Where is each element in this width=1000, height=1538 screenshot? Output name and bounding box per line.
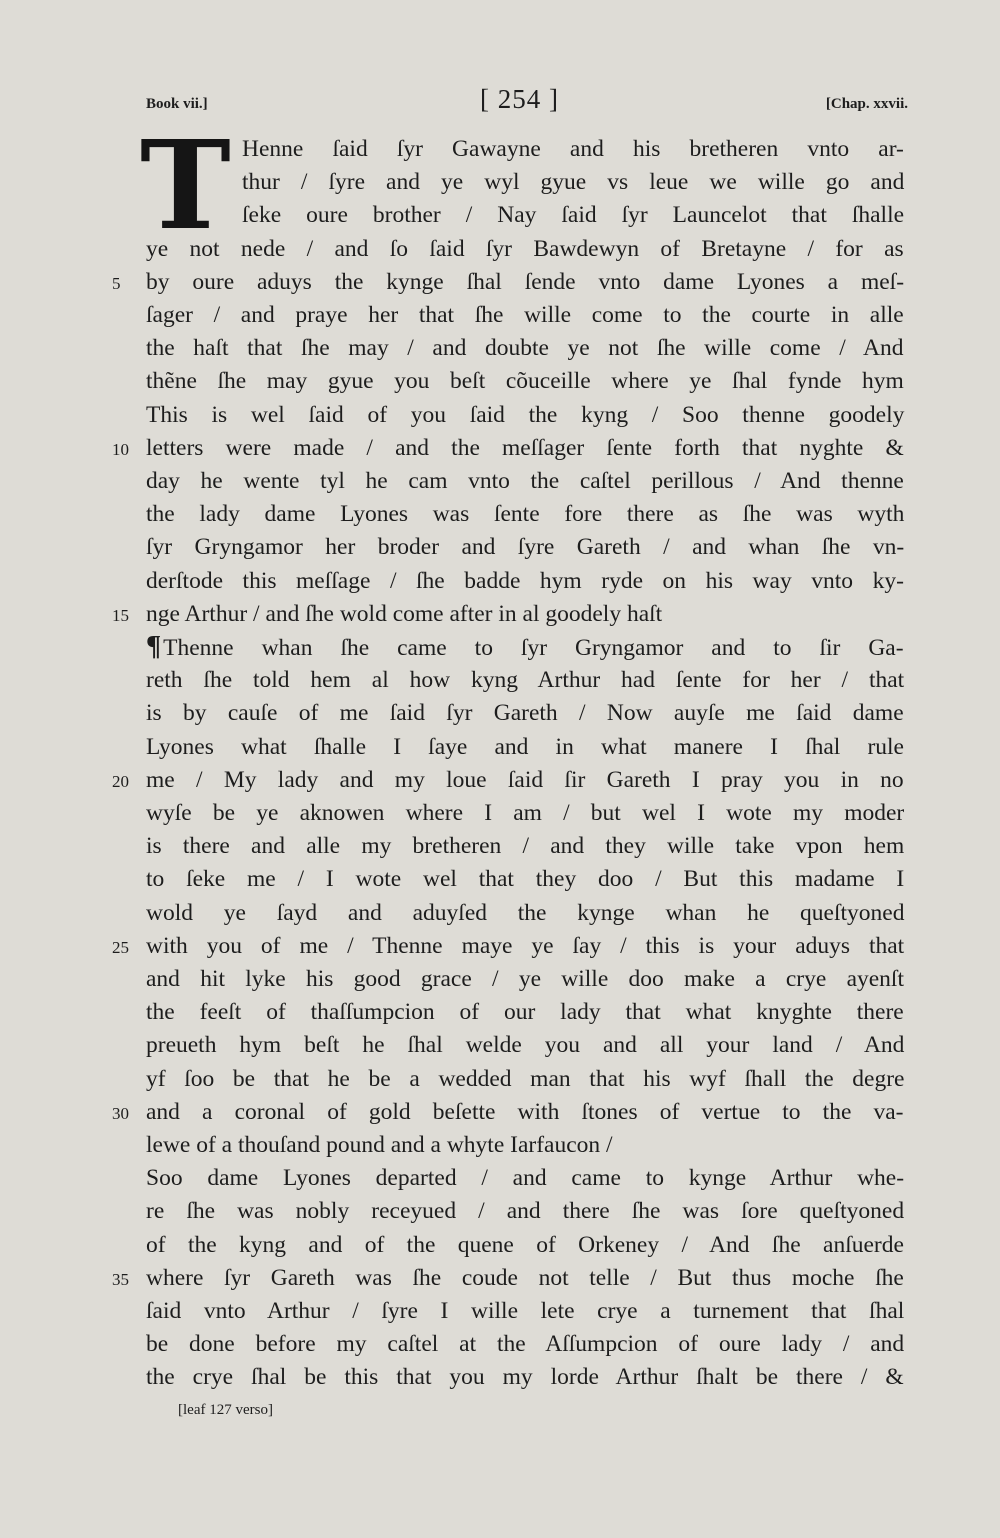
- text-line: [146, 665, 904, 695]
- chapter-label: [Chap. xxvii.: [825, 96, 908, 112]
- text-line: [146, 632, 904, 662]
- line-text: thẽne ſhe may gyue you beſt cõuceille where ye ſhal fynde hym: [146, 368, 904, 395]
- line-number: 15: [112, 605, 129, 625]
- text-line: [146, 1030, 904, 1060]
- line-text: Thenne whan ſhe came to ſyr Gryngamor and to ſir Ga-: [163, 635, 904, 661]
- line-number: 20: [112, 771, 129, 791]
- line-text: the feeſt of thaſſumpcion of our lady that what knyghte there: [146, 999, 904, 1026]
- text-line: [146, 1296, 904, 1326]
- text-line: [146, 466, 904, 496]
- line-text: lewe of a thouſand pound and a whyte Iarfaucon /: [146, 1132, 613, 1158]
- line-text: ſeke oure brother / Nay ſaid ſyr Launcelot that ſhalle: [242, 202, 905, 229]
- text-line: [242, 167, 904, 197]
- line-text: me / My lady and my loue ſaid ſir Gareth I pray you in no: [146, 766, 904, 793]
- text-line: [146, 1196, 904, 1226]
- page-number: [ 254 ]: [480, 84, 559, 114]
- line-text: is by cauſe of me ſaid ſyr Gareth / Now auyſe me ſaid dame: [146, 700, 904, 727]
- line-number: 10: [112, 439, 129, 459]
- text-line: [146, 267, 904, 297]
- text-line: [146, 698, 904, 728]
- text-line: [146, 300, 904, 330]
- text-line: [146, 1163, 904, 1193]
- leaf-note: [leaf 127 verso]: [178, 1402, 273, 1418]
- pilcrow-mark: ¶: [146, 631, 162, 662]
- text-line: [146, 599, 662, 629]
- line-text: wold ye ſayd and aduyſed the kynge whan he queſtyoned: [146, 899, 905, 926]
- line-text: Soo dame Lyones departed / and came to kynge Arthur whe-: [146, 1165, 905, 1192]
- line-text: to ſeke me / I wote wel that they doo / But this madame I: [146, 866, 905, 893]
- text-line: [146, 1263, 904, 1293]
- line-text: the crye ſhal be this that you my lorde Arthur ſhalt be there / &: [146, 1364, 904, 1391]
- text-line: [146, 765, 904, 795]
- line-text: This is wel ſaid of you ſaid the kyng / Soo thenne goodely: [146, 401, 905, 428]
- line-text: ſaid vnto Arthur / ſyre I wille lete crye a turnement that ſhal: [146, 1298, 905, 1324]
- line-text: where ſyr Gareth was ſhe coude not telle / But thus moche ſhe: [146, 1264, 904, 1291]
- line-text: day he wente tyl he cam vnto the caſtel perillous / And thenne: [146, 468, 904, 494]
- text-line: [146, 333, 904, 363]
- line-text: yf ſoo be that he be a wedded man that his wyf ſhall the degre: [146, 1065, 905, 1092]
- text-line: [146, 433, 904, 463]
- text-line: [146, 1230, 904, 1260]
- line-text: derſtode this meſſage / ſhe badde hym ryde on his way vnto ky-: [146, 567, 904, 594]
- line-number: 25: [112, 937, 129, 957]
- text-line: [146, 798, 904, 828]
- text-line: [146, 532, 904, 562]
- line-number: 35: [112, 1269, 129, 1289]
- text-line: [242, 200, 904, 230]
- text-line: [146, 1130, 613, 1160]
- text-line: [146, 400, 904, 430]
- line-text: be done before my caſtel at the Aſſumpcion of oure lady / and: [146, 1331, 905, 1358]
- line-text: nge Arthur / and ſhe wold come after in al goodely haſt: [146, 600, 663, 627]
- text-line: [146, 1064, 904, 1094]
- line-text: ſager / and praye her that ſhe wille come to the courte in alle: [146, 302, 904, 328]
- text-line: [146, 566, 904, 596]
- text-line: [146, 1097, 904, 1127]
- text-line: [146, 499, 904, 529]
- line-text: preueth hym beſt he ſhal welde you and all your land / And: [146, 1032, 905, 1059]
- text-line: [146, 831, 904, 861]
- text-line: [146, 864, 904, 894]
- line-text: is there and alle my bretheren / and they wille take vpon hem: [146, 833, 905, 860]
- text-line: [146, 931, 904, 961]
- line-number: 30: [112, 1103, 129, 1123]
- line-text: by oure aduys the kynge ſhal ſende vnto dame Lyones a meſ-: [146, 268, 905, 295]
- text-line: [146, 1329, 904, 1359]
- line-text: of the kyng and of the quene of Orkeney / And ſhe anſuerde: [146, 1231, 904, 1258]
- line-text: thur / ſyre and ye wyl gyue vs leue we wille go and: [242, 169, 905, 196]
- line-text: letters were made / and the meſſager ſente forth that nyghte &: [146, 434, 904, 461]
- text-line: [146, 964, 904, 994]
- line-text: ye not nede / and ſo ſaid ſyr Bawdewyn of Bretayne / for as: [146, 235, 904, 262]
- book-label: Book vii.]: [146, 96, 208, 112]
- line-text: Lyones what ſhalle I ſaye and in what manere I ſhal rule: [146, 733, 904, 760]
- text-line: [146, 1362, 904, 1392]
- line-text: wyſe be ye aknowen where I am / but wel I wote my moder: [146, 800, 905, 826]
- line-text: re ſhe was nobly receyued / and there ſhe was ſore queſtyoned: [146, 1198, 905, 1225]
- text-line: [146, 732, 904, 762]
- line-text: ſyr Gryngamor her broder and ſyre Gareth / and whan ſhe vn-: [146, 534, 905, 561]
- text-line: [242, 134, 904, 164]
- line-number: 5: [112, 273, 121, 293]
- line-text: the haſt that ſhe may / and doubte ye not ſhe wille come / And: [146, 335, 904, 362]
- text-line: [146, 366, 904, 396]
- text-line: [146, 234, 904, 264]
- drop-cap: T: [140, 113, 231, 257]
- text-line: [146, 898, 904, 928]
- line-text: Henne ſaid ſyr Gawayne and his bretheren vnto ar-: [242, 136, 904, 162]
- line-text: reth ſhe told hem al how kyng Arthur had ſente for her / that: [146, 667, 905, 694]
- line-text: and a coronal of gold beſette with ſtones of vertue to the va-: [146, 1098, 904, 1125]
- text-line: [146, 997, 904, 1027]
- line-text: with you of me / Thenne maye ye ſay / this is your aduys that: [146, 932, 905, 959]
- line-text: and hit lyke his good grace / ye wille doo make a crye ayenſt: [146, 966, 904, 992]
- line-text: the lady dame Lyones was ſente fore there as ſhe was wyth: [146, 501, 905, 528]
